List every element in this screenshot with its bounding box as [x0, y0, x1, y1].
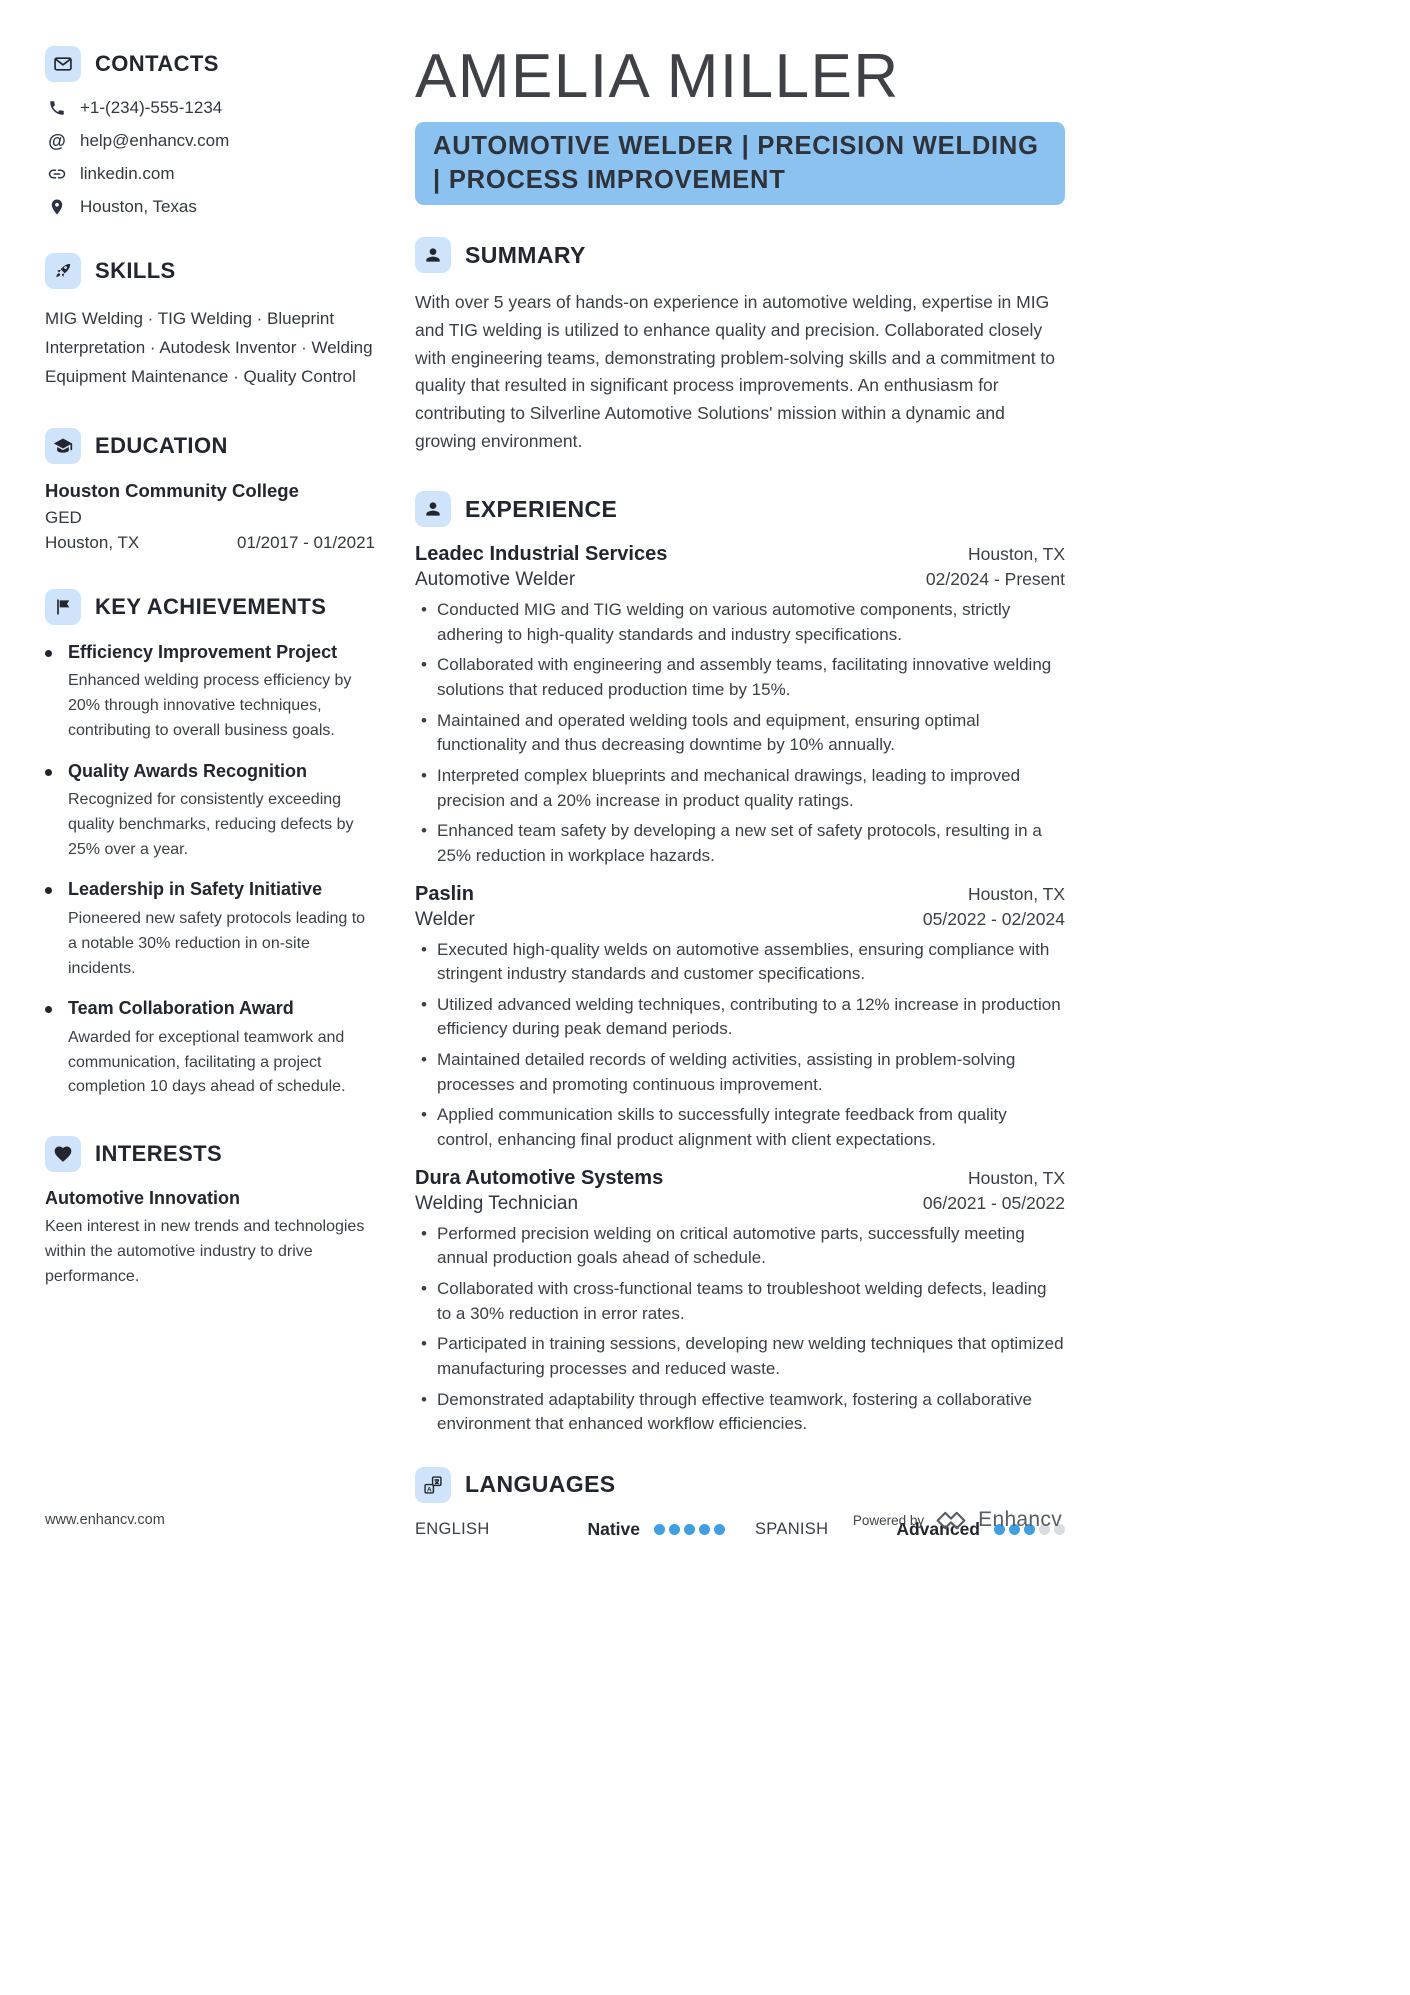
bullet-dot	[45, 887, 52, 894]
company-name: Paslin	[415, 882, 474, 905]
skills-heading: SKILLS	[95, 258, 176, 283]
interest-item	[45, 1188, 375, 1289]
job-bullet: • Maintained and operated welding tools and equipment, ensuring optimal functionality and thus decreasing downtime by 10% annually.	[415, 709, 1065, 758]
job-bullets	[415, 598, 1065, 868]
job-dates: 02/2024 - Present	[925, 569, 1065, 590]
achievement-title: Team Collaboration Award	[68, 998, 294, 1019]
skills-list: MIG Welding · TIG Welding · Blueprint Interpretation · Autodesk Inventor · Welding Equipment Maintenance · Quality Control	[45, 309, 373, 386]
candidate-name: AMELIA MILLER	[415, 42, 900, 111]
bullet-dot	[45, 650, 52, 657]
company-name: Dura Automotive Systems	[415, 1166, 664, 1189]
company-location: Houston, TX	[968, 1167, 1065, 1188]
job-bullet: • Applied communication skills to successfully integrate feedback from quality control, enhancing final product alignment with client expectations.	[415, 1103, 1065, 1152]
achievement-item	[45, 997, 375, 1100]
company-location: Houston, TX	[968, 544, 1065, 565]
footer-site-link[interactable]: www.enhancv.com	[45, 1512, 165, 1528]
experience-entry	[415, 543, 1065, 868]
job-bullet: • Performed precision welding on critical automotive parts, successfully meeting annual production goals ahead of schedule.	[415, 1222, 1065, 1271]
language-level: Advanced	[896, 1518, 980, 1539]
education-location: Houston, TX	[45, 532, 140, 552]
achievements-section-header	[45, 589, 375, 625]
translate-icon	[415, 1467, 451, 1503]
job-bullet: • Participated in training sessions, developing new welding techniques that optimized manufacturing processes and reduced waste.	[415, 1332, 1065, 1381]
footer	[45, 1508, 1062, 1532]
languages-heading: LANGUAGES	[465, 1471, 616, 1498]
company-location: Houston, TX	[968, 883, 1065, 904]
experience-entry	[415, 883, 1065, 1153]
job-bullet: • Collaborated with cross-functional teams to troubleshoot welding defects, leading to a 30% reduction in error rates.	[415, 1277, 1065, 1326]
language-name: SPANISH	[755, 1519, 829, 1538]
phone-icon	[47, 98, 67, 118]
job-bullets	[415, 938, 1065, 1153]
linkedin-value: linkedin.com	[80, 164, 175, 183]
achievement-item	[45, 760, 375, 863]
contacts-section-header	[45, 46, 375, 82]
achievement-title: Efficiency Improvement Project	[68, 641, 338, 662]
job-bullet: • Executed high-quality welds on automotive assemblies, ensuring compliance with stringent industry standards and customer specifications.	[415, 938, 1065, 987]
svg-text:A: A	[426, 1486, 432, 1494]
job-dates: 05/2022 - 02/2024	[922, 908, 1065, 929]
achievement-item	[45, 641, 375, 744]
education-degree: GED	[45, 507, 82, 527]
job-role: Welding Technician	[415, 1192, 579, 1214]
education-heading: EDUCATION	[95, 432, 228, 458]
bullet-dot	[45, 1006, 52, 1013]
contact-item-location	[47, 197, 375, 217]
experience-section-header	[415, 491, 1065, 527]
experience-heading: EXPERIENCE	[465, 495, 618, 522]
company-name: Leadec Industrial Services	[415, 543, 668, 566]
right-column	[415, 42, 1065, 1540]
achievement-text: Awarded for exceptional teamwork and communication, facilitating a project completion 10 days ahead of schedule.	[68, 1028, 346, 1096]
summary-section-header	[415, 237, 1065, 273]
email-value: help@enhancv.com	[80, 131, 230, 150]
interest-title: Automotive Innovation	[45, 1188, 240, 1209]
powered-by-label: Powered by	[852, 1512, 925, 1528]
job-bullet: • Conducted MIG and TIG welding on various automotive components, strictly adhering to high-quality standards and industry specifications.	[415, 598, 1065, 647]
enhancv-logo[interactable]	[934, 1510, 968, 1531]
pin-icon	[47, 197, 67, 217]
education-dates: 01/2017 - 01/2021	[236, 532, 375, 552]
achievement-text: Enhanced welding process efficiency by 20% through innovative techniques, contributing to overall business goals.	[68, 672, 352, 739]
graduation-cap-icon	[45, 428, 81, 464]
heart-icon	[45, 1136, 81, 1172]
job-role: Automotive Welder	[415, 569, 576, 591]
achievement-text: Recognized for consistently exceeding quality benchmarks, reducing defects by 25% over a year.	[68, 791, 354, 858]
powered-by	[853, 1508, 1062, 1532]
summary-text: With over 5 years of hands-on experience in automotive welding, expertise in MIG and TIG welding is utilized to enhance quality and precision. Collaborated closely with engineering teams, demonstrating problem-solving skills and a commitment to quality that resulted in significant process improvements. An enthusiasm for contributing to Silverline Automotive Solutions' mission within a dynamic and growing environment.	[415, 292, 1056, 451]
interest-text: Keen interest in new trends and technologies within the automotive industry to drive performance.	[45, 1218, 365, 1285]
job-bullet: • Collaborated with engineering and assembly teams, facilitating innovative welding solutions that reduced production time by 15%.	[415, 653, 1065, 702]
left-column	[45, 46, 375, 1540]
envelope-icon	[45, 46, 81, 82]
summary-heading: SUMMARY	[465, 241, 586, 268]
person-icon	[415, 491, 451, 527]
language-level: Native	[587, 1518, 640, 1539]
location-value: Houston, Texas	[80, 197, 197, 216]
job-bullet: • Demonstrated adaptability through effective teamwork, fostering a collaborative environment that enhanced workflow efficiencies.	[415, 1388, 1065, 1437]
interests-section-header	[45, 1136, 375, 1172]
achievement-title: Quality Awards Recognition	[68, 760, 308, 781]
achievements-heading: KEY ACHIEVEMENTS	[95, 593, 327, 619]
interests-heading: INTERESTS	[95, 1141, 223, 1167]
enhancv-wordmark[interactable]: Enhancv	[978, 1508, 1062, 1531]
job-bullets	[415, 1222, 1065, 1437]
job-dates: 06/2021 - 05/2022	[922, 1192, 1065, 1213]
achievement-item	[45, 878, 375, 981]
achievement-text: Pioneered new safety protocols leading to a notable 30% reduction in on-site incidents.	[68, 909, 366, 977]
languages-section-header	[415, 1467, 1065, 1503]
contact-item-linkedin[interactable]	[47, 164, 375, 184]
experience-entry	[415, 1167, 1065, 1437]
contact-item-email[interactable]	[47, 131, 375, 151]
link-icon	[47, 164, 67, 184]
person-icon	[415, 237, 451, 273]
job-bullet: • Interpreted complex blueprints and mechanical drawings, leading to improved precision and a 20% increase in product quality ratings.	[415, 764, 1065, 813]
job-title-banner: AUTOMOTIVE WELDER | PRECISION WELDING | PROCESS IMPROVEMENT	[415, 122, 1065, 205]
job-bullet: • Maintained detailed records of welding activities, assisting in problem-solving processes and promoting continuous improvement.	[415, 1048, 1065, 1097]
language-name: ENGLISH	[415, 1519, 490, 1538]
job-role: Welder	[415, 908, 475, 930]
phone-value: +1-(234)-555-1234	[80, 98, 223, 117]
achievement-title: Leadership in Safety Initiative	[68, 879, 323, 900]
education-section-header	[45, 428, 375, 464]
bullet-dot	[45, 769, 52, 776]
flag-icon	[45, 589, 81, 625]
rocket-icon	[45, 253, 81, 289]
skills-section-header	[45, 253, 375, 289]
job-bullet: • Enhanced team safety by developing a new set of safety protocols, resulting in a 25% reduction in workplace hazards.	[415, 819, 1065, 868]
at-icon: @	[48, 131, 66, 151]
contact-item-phone[interactable]	[47, 98, 375, 118]
contacts-heading: CONTACTS	[95, 51, 219, 76]
education-entry	[45, 480, 375, 553]
job-bullet: • Utilized advanced welding techniques, contributing to a 12% increase in production efficiency during peak demand periods.	[415, 993, 1065, 1042]
education-school: Houston Community College	[45, 479, 299, 501]
